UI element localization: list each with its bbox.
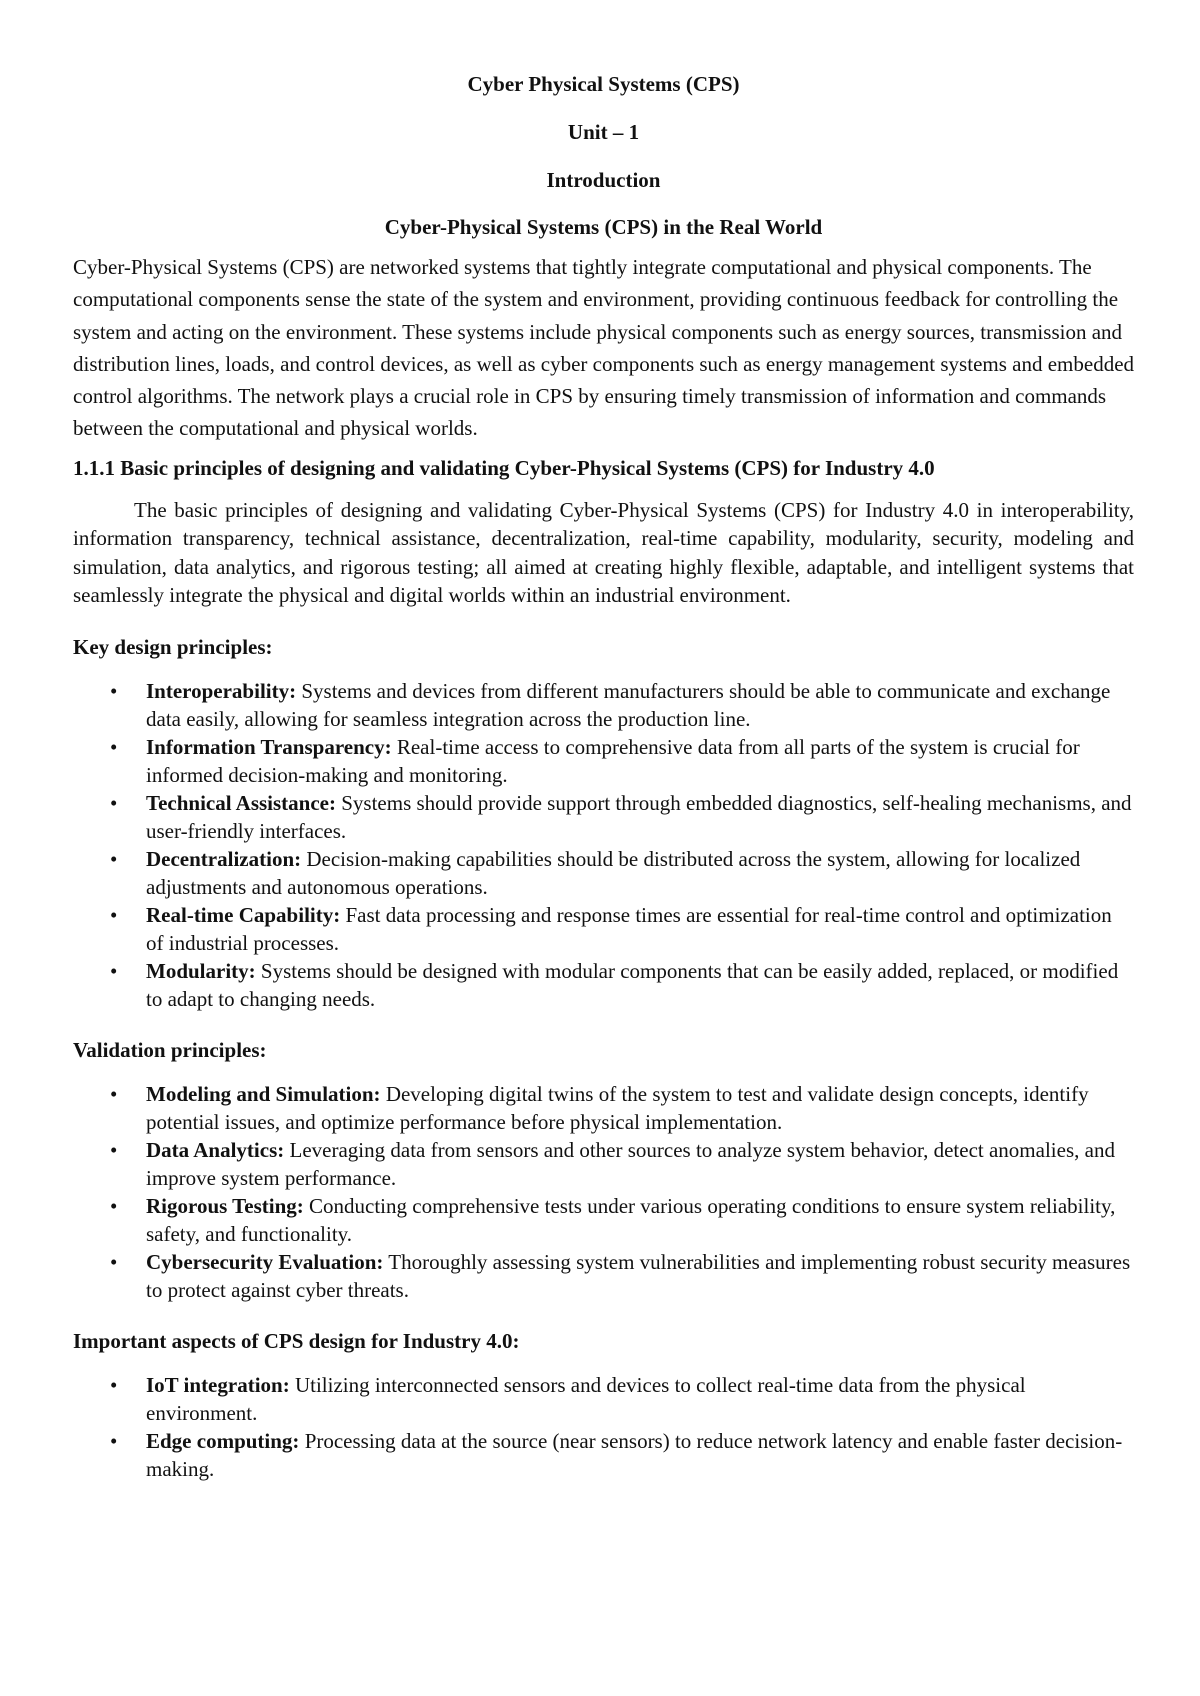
list-item-term: Information Transparency: (146, 734, 392, 759)
list-item-term: Cybersecurity Evaluation: (146, 1249, 384, 1274)
list-item-term: IoT integration: (146, 1372, 290, 1397)
list-item-text: Thoroughly assessing system vulnerabilities and implementing robust security measures to protect against cyber threats. (146, 1249, 1131, 1302)
section-1-1-1-heading: 1.1.1 Basic principles of designing and validating Cyber-Physical Systems (CPS) for Industry 4.0 (73, 455, 935, 480)
list-item-text: Fast data processing and response times are essential for real-time control and optimization of industrial processes. (146, 902, 1112, 955)
list-item (73, 1248, 1134, 1304)
list-item-term: Edge computing: (146, 1428, 300, 1453)
validation-heading: Validation principles: (73, 1037, 267, 1062)
list-item-text: Systems should provide support through embedded diagnostics, self-healing mechanisms, and user-friendly interfaces. (146, 790, 1132, 843)
bullet-icon: • (110, 846, 118, 871)
list-item (73, 1136, 1134, 1192)
list-item-term: Interoperability: (146, 678, 297, 703)
list-item (73, 845, 1134, 901)
bullet-icon: • (110, 1249, 118, 1274)
list-item-term: Real-time Capability: (146, 902, 341, 927)
list-item-term: Data Analytics: (146, 1137, 285, 1162)
list-item (73, 677, 1134, 733)
list-item (73, 1080, 1134, 1136)
section-1-1-1-paragraph: The basic principles of designing and validating Cyber-Physical Systems (CPS) for Industry 4.0 in interoperability, information transparency, technical assistance, decentralization, real-time capability, modularity, security, modeling and simulation, data analytics, and rigorous testing; all aimed at creating highly flexible, adaptable, and intelligent systems that seamlessly integrate the physical and digital worlds within an industrial environment. (73, 497, 1134, 608)
list-item-text: Systems should be designed with modular components that can be easily added, replaced, or modified to adapt to changing needs. (146, 958, 1119, 1011)
list-item-text: Leveraging data from sensors and other sources to analyze system behavior, detect anomalies, and improve system performance. (146, 1137, 1115, 1190)
list-item-text: Utilizing interconnected sensors and devices to collect real-time data from the physical environment. (146, 1372, 1026, 1425)
list-item (73, 1192, 1134, 1248)
list-item-text: Developing digital twins of the system to test and validate design concepts, identify potential issues, and optimize performance before physical implementation. (146, 1081, 1089, 1134)
bullet-icon: • (110, 734, 118, 759)
list-item-term: Modularity: (146, 958, 256, 983)
bullet-icon: • (110, 1081, 118, 1106)
list-item-term: Rigorous Testing: (146, 1193, 304, 1218)
key-design-heading: Key design principles: (73, 634, 273, 659)
intro-paragraph: Cyber-Physical Systems (CPS) are networked systems that tightly integrate computational and physical components. The computational components sense the state of the system and environment, providing continuous feedback for controlling the system and acting on the environment. These systems include physical components such as energy sources, transmission and distribution lines, loads, and control devices, as well as cyber components such as energy management systems and embedded control algorithms. The network plays a crucial role in CPS by ensuring timely transmission of information and commands between the computational and physical worlds. (73, 255, 1135, 441)
bullet-icon: • (110, 1372, 118, 1397)
list-item (73, 957, 1134, 1013)
list-item-term: Modeling and Simulation: (146, 1081, 381, 1106)
document-title: Cyber Physical Systems (CPS) (467, 72, 740, 96)
bullet-icon: • (110, 1137, 118, 1162)
unit-heading: Unit – 1 (567, 120, 640, 144)
bullet-icon: • (110, 902, 118, 927)
bullet-icon: • (110, 678, 118, 703)
bullet-icon: • (110, 958, 118, 983)
list-item-text: Real-time access to comprehensive data from all parts of the system is crucial for informed decision-making and monitoring. (146, 734, 1080, 787)
bullet-icon: • (110, 1193, 118, 1218)
list-item-text: Conducting comprehensive tests under various operating conditions to ensure system reliability, safety, and functionality. (146, 1193, 1116, 1246)
key-design-list (73, 677, 1134, 1013)
list-item-text: Processing data at the source (near sensors) to reduce network latency and enable faster decision-making. (146, 1428, 1123, 1481)
important-aspects-list (73, 1371, 1134, 1483)
list-item (73, 733, 1134, 789)
list-item-term: Technical Assistance: (146, 790, 336, 815)
list-item-text: Decision-making capabilities should be distributed across the system, allowing for localized adjustments and autonomous operations. (146, 846, 1081, 899)
bullet-icon: • (110, 1428, 118, 1453)
important-aspects-heading: Important aspects of CPS design for Industry 4.0: (73, 1328, 520, 1353)
introduction-heading: Introduction (546, 168, 661, 192)
list-item (73, 1427, 1134, 1483)
list-item-text: Systems and devices from different manufacturers should be able to communicate and exchange data easily, allowing for seamless integration across the production line. (146, 678, 1111, 731)
list-item (73, 789, 1134, 845)
list-item-term: Decentralization: (146, 846, 302, 871)
list-item (73, 901, 1134, 957)
real-world-heading: Cyber-Physical Systems (CPS) in the Real World (384, 215, 823, 239)
list-item (73, 1371, 1134, 1427)
bullet-icon: • (110, 790, 118, 815)
validation-list (73, 1080, 1134, 1304)
